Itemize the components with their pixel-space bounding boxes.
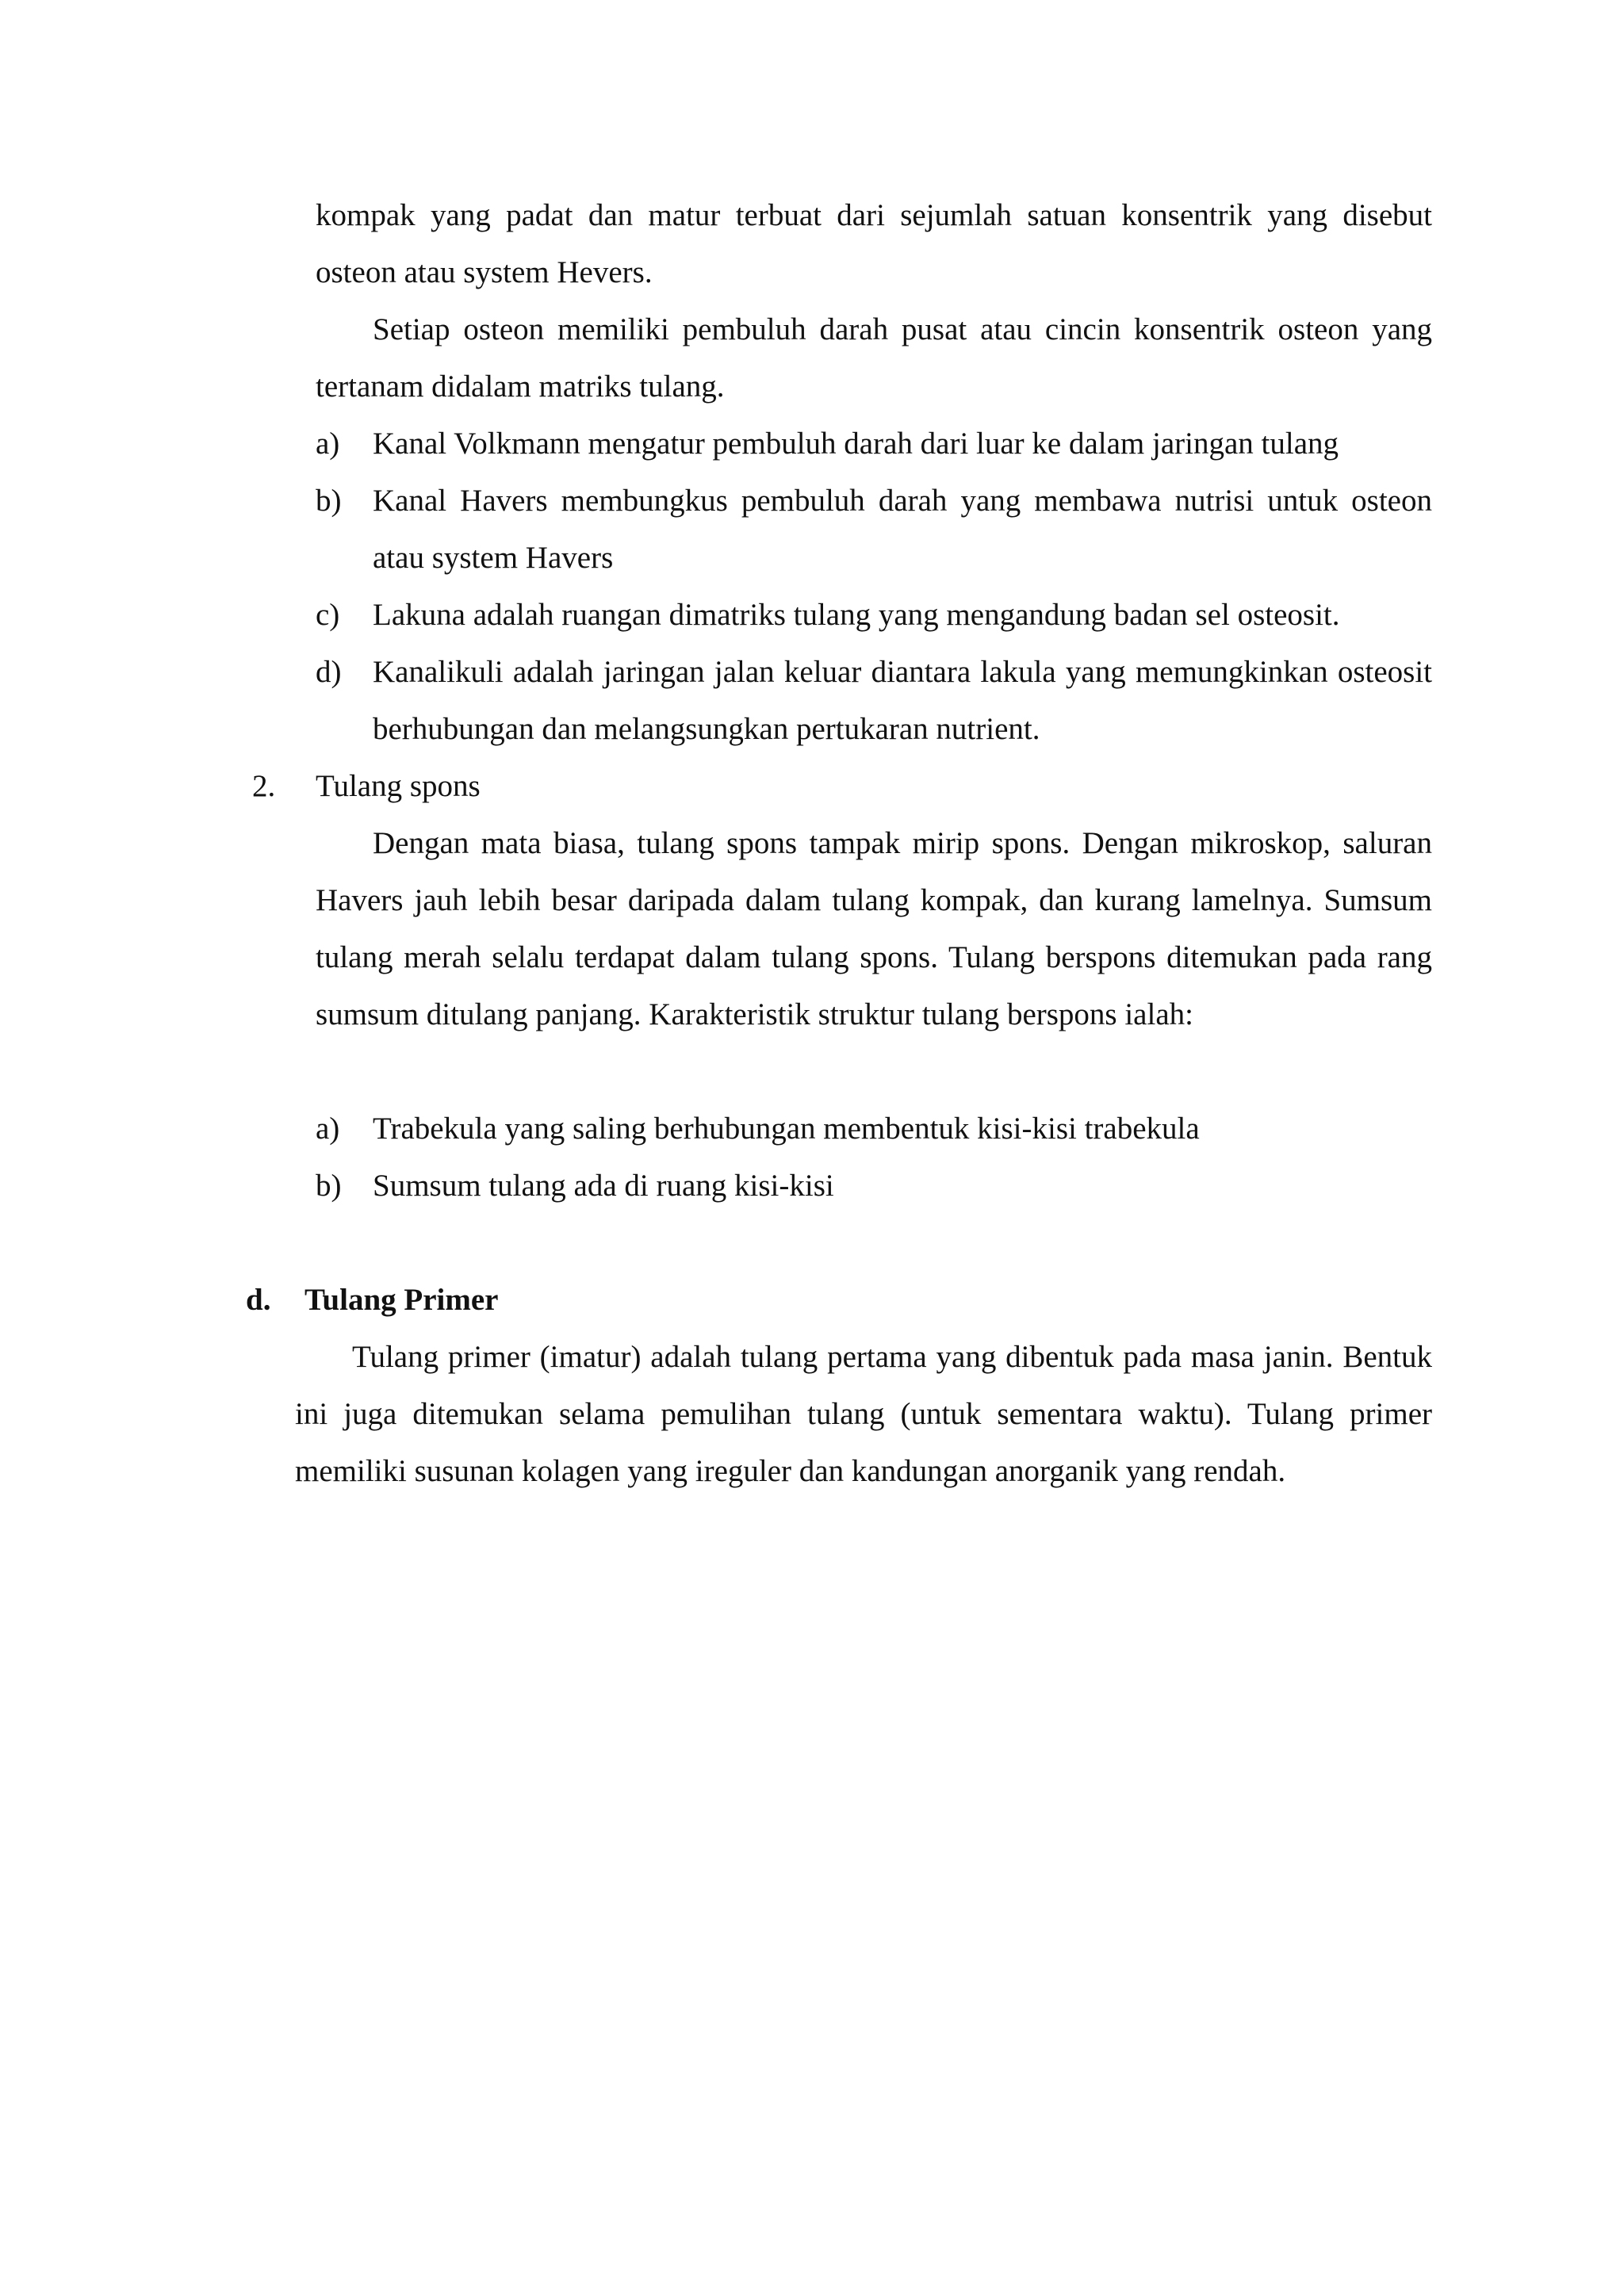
list-text: Trabekula yang saling berhubungan membentuk kisi-kisi trabekula <box>373 1112 1200 1146</box>
list-marker: c) <box>316 598 340 632</box>
item-number: 2. <box>252 769 276 803</box>
item-heading: Tulang spons <box>316 769 481 803</box>
list-marker: d) <box>316 655 342 689</box>
list-text: Lakuna adalah ruangan dimatriks tulang yang mengandung badan sel osteosit. <box>373 598 1340 632</box>
osteon-paragraph: Setiap osteon memiliki pembuluh darah pusat atau cincin konsentrik osteon yang tertanam didalam matriks tulang. <box>316 312 1432 404</box>
list-marker: b) <box>316 484 342 518</box>
spons-paragraph: Dengan mata biasa, tulang spons tampak mirip spons. Dengan mikroskop, saluran Havers jauh lebih besar daripada dalam tulang kompak, dan kurang lamelnya. Sumsum tulang merah selalu terdapat dalam tulang spons. Tulang berspons ditemukan pada rang sumsum ditulang panjang. Karakteristik struktur tulang berspons ialah: <box>316 826 1432 1031</box>
section-paragraph <box>295 1329 1432 1500</box>
list-marker: a) <box>316 1112 340 1146</box>
section-letter: d. <box>246 1283 271 1317</box>
list-text: Kanalikuli adalah jaringan jalan keluar diantara lakula yang memungkinkan osteosit berhubungan dan melangsungkan pertukaran nutrient. <box>373 655 1432 746</box>
primer-paragraph: Tulang primer (imatur) adalah tulang pertama yang dibentuk pada masa janin. Bentuk ini juga ditemukan selama pemulihan tulang (untuk sementara waktu). Tulang primer memiliki susunan kolagen yang ireguler dan kandungan anorganik yang rendah. <box>295 1340 1432 1488</box>
list-marker: b) <box>316 1169 342 1203</box>
list-text: Kanal Volkmann mengatur pembuluh darah dari luar ke dalam jaringan tulang <box>373 427 1339 461</box>
list-text: Sumsum tulang ada di ruang kisi-kisi <box>373 1169 834 1203</box>
list-marker: a) <box>316 427 340 461</box>
list-text: Kanal Havers membungkus pembuluh darah yang membawa nutrisi untuk osteon atau system Havers <box>373 484 1432 575</box>
continuation-paragraph: kompak yang padat dan matur terbuat dari sejumlah satuan konsentrik yang disebut osteon atau system Hevers. <box>316 198 1432 289</box>
section-title: Tulang Primer <box>304 1283 499 1317</box>
